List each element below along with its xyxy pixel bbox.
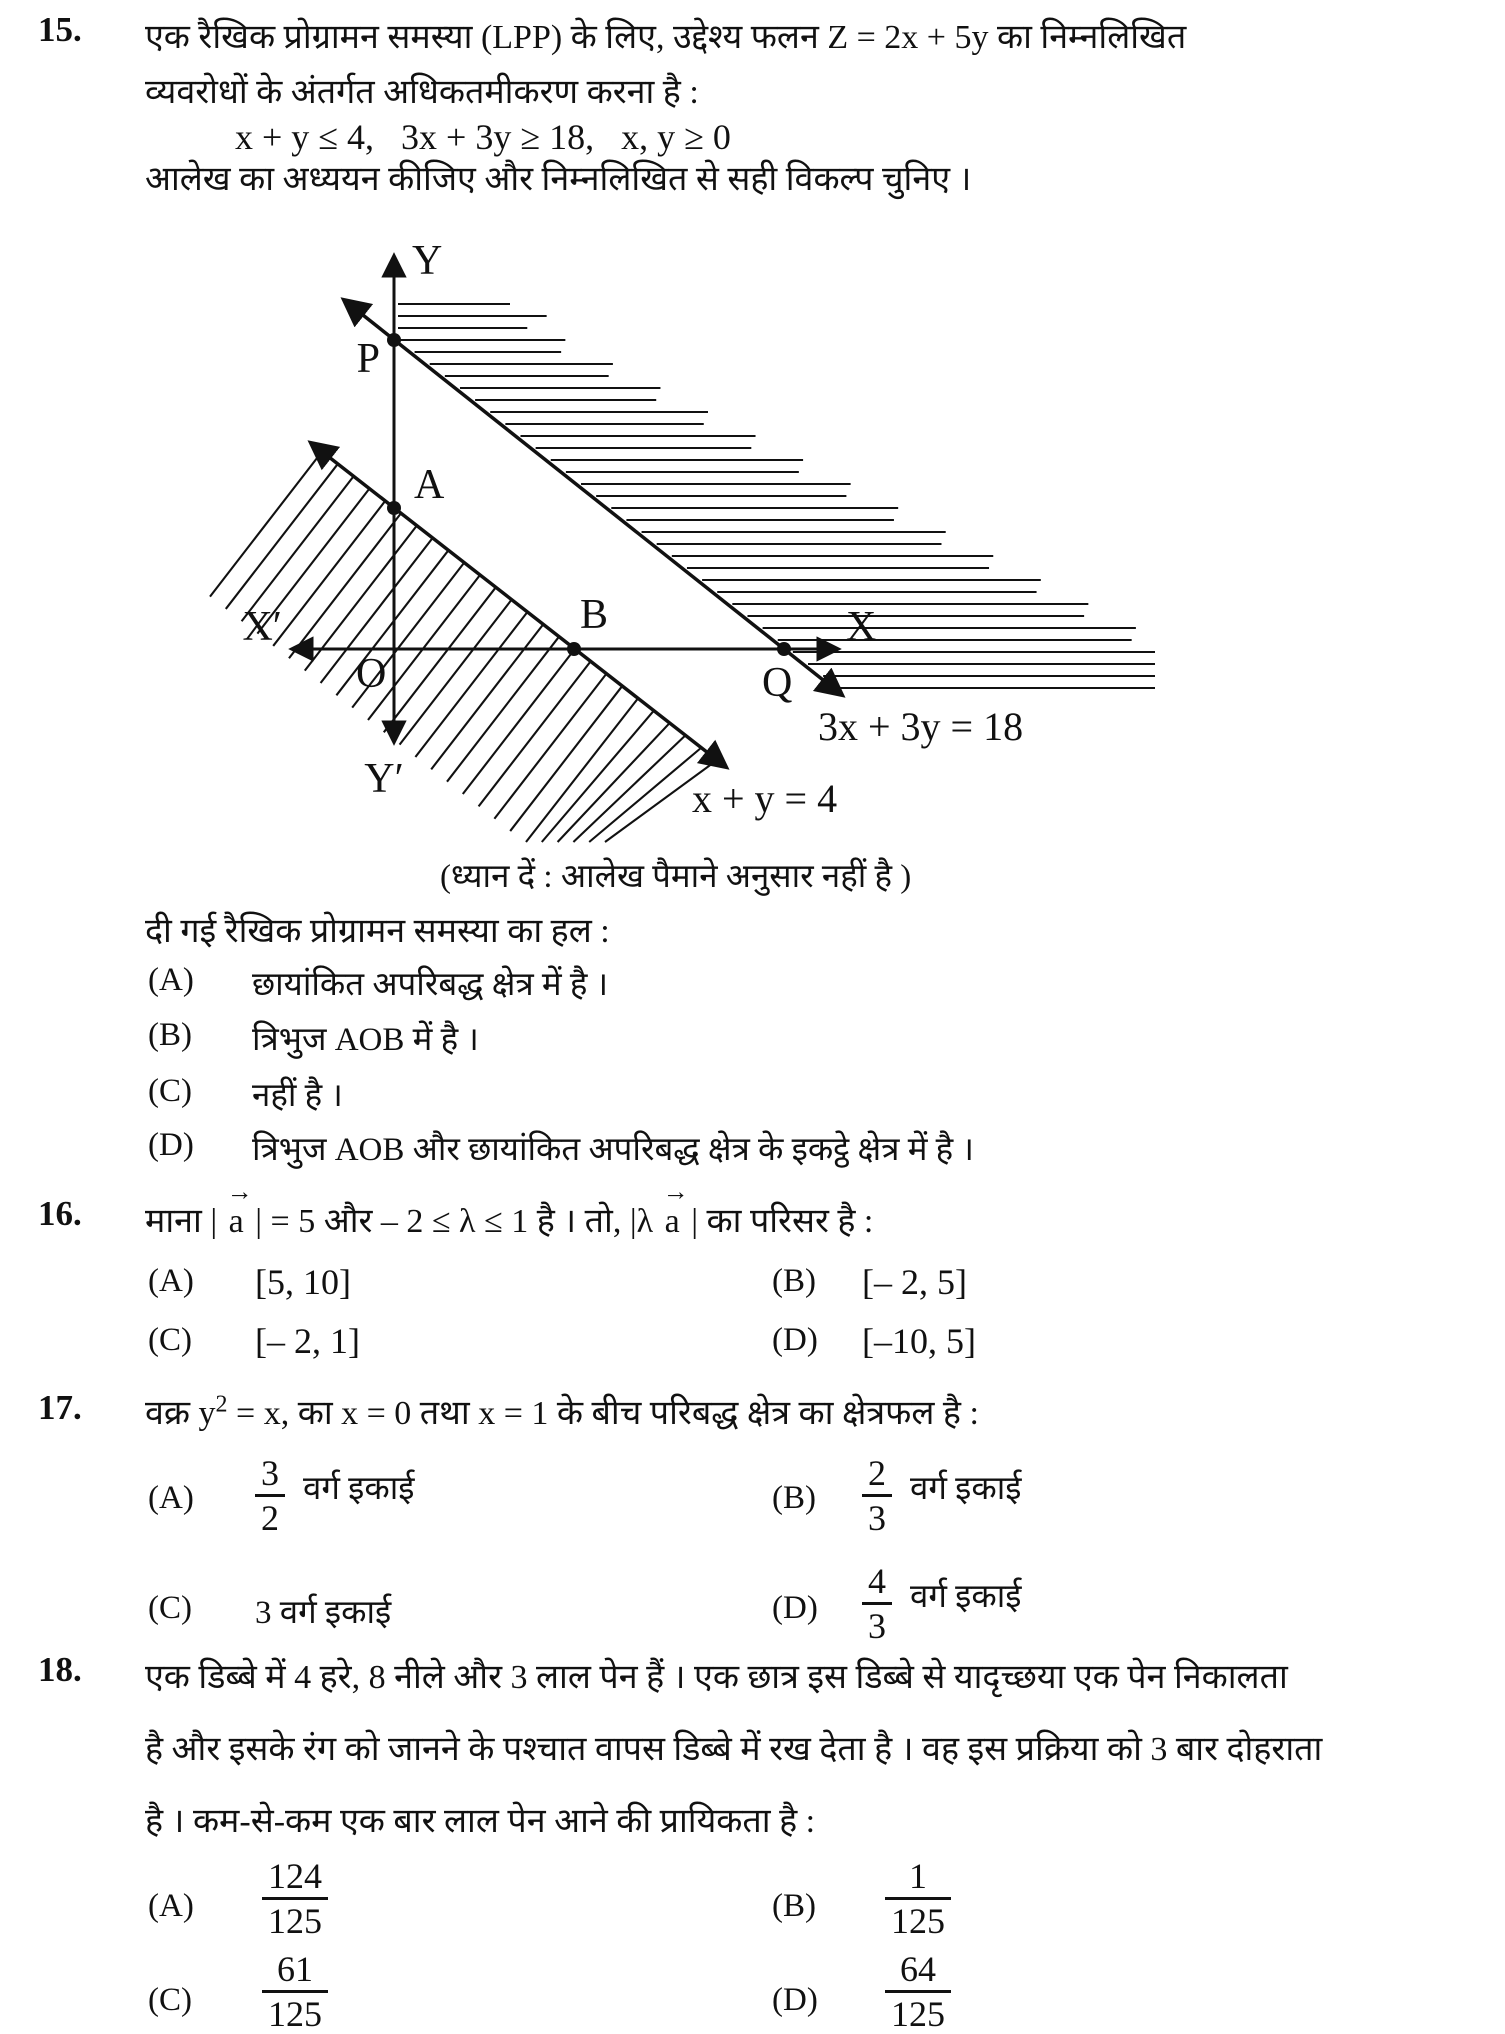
vector-arrow-icon: → <box>662 1177 689 1206</box>
q15-option-c-label: (C) <box>148 1073 192 1109</box>
hatch-line <box>210 452 322 597</box>
question-15-line-2: व्यवरोधों के अंतर्गत अधिकतमीकरण करना है : <box>145 74 699 111</box>
q17-option-d-value: $\frac{4}{3}$ वर्ग इकाई <box>862 1560 1021 1647</box>
hatch-line <box>558 723 670 842</box>
q16-option-c-label: (C) <box>148 1322 192 1358</box>
y-axis-label: Y <box>412 238 443 284</box>
hatch-line <box>526 698 638 842</box>
hatch-line <box>479 661 591 806</box>
hatch-line <box>289 513 401 658</box>
q15-option-a-label: (A) <box>148 962 194 998</box>
q15-option-d-label: (D) <box>148 1127 194 1163</box>
fraction: $\frac{61}{125}$ <box>262 1948 328 2034</box>
question-18-line-1: एक डिब्बे में 4 हरे, 8 नीले और 3 लाल पेन हैं । एक छात्र इस डिब्बे से यादृच्छया एक पेन निकालता <box>145 1659 1288 1696</box>
q17-option-a-label: (A) <box>148 1480 194 1516</box>
hatch-line <box>415 612 527 757</box>
q18-option-d-value <box>885 1948 951 2034</box>
hatch-line <box>336 550 448 695</box>
fraction: $\frac{3}{2}$ <box>255 1452 285 1539</box>
point-P-dot <box>387 333 401 347</box>
q15-option-b-text: त्रिभुज AOB में है । <box>252 1022 479 1058</box>
fraction: $\frac{4}{3}$ <box>862 1560 892 1647</box>
hatch-line <box>589 748 701 842</box>
hatch-line <box>431 624 543 769</box>
q18-option-a-label: (A) <box>148 1888 194 1924</box>
vector-arrow-icon: → <box>226 1177 253 1206</box>
question-16-number: 16. <box>38 1194 82 1233</box>
hatch-line <box>226 464 338 609</box>
diagonal-hatching-region <box>210 452 717 842</box>
point-B-dot <box>567 642 581 656</box>
q18-option-b-value <box>885 1855 951 1942</box>
q15-option-c-text: नहीं है । <box>252 1078 343 1114</box>
point-A-label: A <box>414 462 445 508</box>
question-15-solution-prompt: दी गई रैखिक प्रोग्रामन समस्या का हल : <box>145 913 610 950</box>
fraction: $\frac{124}{125}$ <box>262 1855 328 1942</box>
hatch-line <box>542 711 654 842</box>
line-x-plus-y-equals-4 <box>311 443 726 767</box>
point-Q-label: Q <box>762 660 793 706</box>
q17-option-d-label: (D) <box>772 1590 818 1626</box>
question-16-text: माना | a → | = 5 और – 2 ≤ λ ≤ 1 है । तो, |λ a → | का परिसर है : <box>145 1177 874 1240</box>
question-15-line-1: एक रैखिक प्रोग्रामन समस्या (LPP) के लिए, उद्देश्य फलन Z = 2x + 5y का निम्नलिखित <box>145 19 1187 56</box>
q16-option-b-value: [– 2, 5] <box>862 1262 967 1302</box>
question-18-line-2: है और इसके रंग को जानने के पश्चात वापस डिब्बे में रख देता है । वह इस प्रक्रिया को 3 बार दोहराता <box>145 1731 1323 1768</box>
point-P-label: P <box>356 336 380 382</box>
q16-option-d-label: (D) <box>772 1322 818 1358</box>
hatch-line <box>400 600 512 745</box>
x-axis-label: X <box>846 604 877 650</box>
q17-option-b-label: (B) <box>772 1480 816 1516</box>
hatch-line <box>510 686 622 831</box>
question-17-text: वक्र $y^2 = x$, का x = 0 तथा x = 1 के बीच परिबद्ध क्षेत्र का क्षेत्रफल है : <box>145 1391 979 1432</box>
lpp-feasible-region-graph <box>170 190 1190 850</box>
q16-option-d-value: [–10, 5] <box>862 1321 976 1361</box>
q17-option-a-value: $\frac{3}{2}$ वर्ग इकाई <box>255 1452 414 1539</box>
graph-not-to-scale-caption: (ध्यान दें : आलेख पैमाने अनुसार नहीं है ) <box>440 859 912 895</box>
x-prime-axis-label: X′ <box>242 604 282 650</box>
hatch-line <box>384 587 496 732</box>
equation-label-3x-3y-18: 3x + 3y = 18 <box>818 704 1024 749</box>
q16-option-c-value: [– 2, 1] <box>255 1321 360 1361</box>
vector-a: a → <box>226 1177 253 1240</box>
q18-option-a-value <box>262 1855 328 1942</box>
q15-option-a-text: छायांकित अपरिबद्ध क्षेत्र में है । <box>252 967 609 1003</box>
fraction: $\frac{64}{125}$ <box>885 1948 951 2034</box>
q15-option-d-text: त्रिभुज AOB और छायांकित अपरिबद्ध क्षेत्र के इकट्ठे क्षेत्र में है । <box>252 1132 974 1168</box>
hatch-line <box>368 575 480 720</box>
fraction: $\frac{1}{125}$ <box>885 1855 951 1942</box>
q16-option-b-label: (B) <box>772 1263 816 1299</box>
hatch-line <box>242 476 354 621</box>
question-15-constraints: x + y ≤ 4, 3x + 3y ≥ 18, x, y ≥ 0 <box>235 117 731 157</box>
q18-option-d-label: (D) <box>772 1982 818 2018</box>
hatch-line <box>463 649 575 794</box>
q17-option-c-value: 3 वर्ग इकाई <box>255 1595 392 1631</box>
hatch-line <box>447 637 559 782</box>
hatch-line <box>273 501 385 646</box>
hatch-line <box>573 735 685 842</box>
q18-option-c-label: (C) <box>148 1982 192 2018</box>
q16-option-a-label: (A) <box>148 1263 194 1299</box>
fraction: $\frac{2}{3}$ <box>862 1452 892 1539</box>
origin-label: O <box>356 651 387 697</box>
q17-option-c-label: (C) <box>148 1590 192 1626</box>
y-prime-axis-label: Y′ <box>364 756 404 802</box>
horizontal-hatching-region <box>398 304 1155 688</box>
question-15-number: 15. <box>38 10 82 49</box>
equation-label-x-y-4: x + y = 4 <box>692 776 838 821</box>
question-17-number: 17. <box>38 1388 82 1427</box>
point-B-label: B <box>580 592 609 638</box>
question-18-line-3: है । कम-से-कम एक बार लाल पेन आने की प्रायिकता है : <box>145 1803 816 1840</box>
question-18-number: 18. <box>38 1650 82 1689</box>
q18-option-c-value <box>262 1948 328 2034</box>
point-Q-dot <box>777 642 791 656</box>
vector-a: a → <box>662 1177 689 1240</box>
question-15-instruction: आलेख का अध्ययन कीजिए और निम्नलिखित से सही विकल्प चुनिए । <box>145 161 972 198</box>
exponent: 2 <box>215 1391 228 1418</box>
point-A-dot <box>387 501 401 515</box>
q18-option-b-label: (B) <box>772 1888 816 1924</box>
q15-option-b-label: (B) <box>148 1017 192 1053</box>
q16-option-a-value: [5, 10] <box>255 1262 351 1302</box>
hatch-line <box>494 674 606 819</box>
q17-option-b-value: $\frac{2}{3}$ वर्ग इकाई <box>862 1452 1021 1539</box>
